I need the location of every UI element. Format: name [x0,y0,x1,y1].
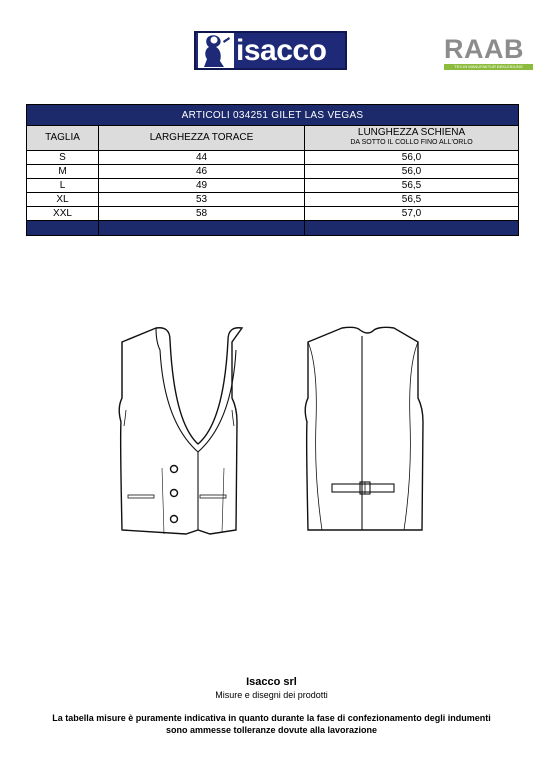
chest-cell: 44 [99,151,305,165]
document-subtitle: Misure e disegni dei prodotti [215,690,328,700]
table-row [27,179,519,193]
header-size: TAGLIA [27,126,99,151]
table-row [27,193,519,207]
disclaimer-line: sono ammesse tolleranze dovute alla lavorazione [165,725,378,735]
table-footer-row [27,221,519,236]
back-cell: 56,5 [305,193,519,207]
size-cell: XXL [27,207,99,221]
size-cell: L [27,179,99,193]
chest-cell: 46 [99,165,305,179]
raab-wordmark: RAAB [444,34,524,64]
table-header-row [27,126,519,151]
raab-tagline: TEX-IN MANUFAKTUR BEKLEIDUNG [444,64,533,70]
header-back-label: LUNGHEZZA SCHIENA [357,127,466,138]
isacco-figure-icon [198,33,234,68]
back-cell: 56,0 [305,151,519,165]
table-row [27,165,519,179]
table-footer-cell [305,221,519,236]
size-cell: M [27,165,99,179]
size-cell: XL [27,193,99,207]
size-table [26,104,519,236]
raab-logo [444,36,533,72]
disclaimer-line: La tabella misure è puramente indicativa in quanto durante la fase di confezionamento degli indumenti [52,713,491,723]
chest-cell: 49 [99,179,305,193]
isacco-wordmark: isacco [236,33,327,67]
back-cell: 56,0 [305,165,519,179]
vest-technical-drawing [112,326,432,538]
back-cell: 56,5 [305,179,519,193]
table-row [27,207,519,221]
isacco-logo [194,31,347,70]
size-cell: S [27,151,99,165]
vest-front-drawing [119,328,242,534]
table-row [27,151,519,165]
vest-back-drawing [305,327,423,530]
table-footer-cell [27,221,99,236]
header-back-note: DA SOTTO IL COLLO FINO ALL'ORLO [350,139,473,146]
back-cell: 57,0 [305,207,519,221]
chest-cell: 53 [99,193,305,207]
company-name: Isacco srl [246,676,297,688]
chest-cell: 58 [99,207,305,221]
header-back [305,126,519,151]
table-footer-cell [99,221,305,236]
disclaimer [30,712,513,736]
table-title-row [27,105,519,126]
table-title: ARTICOLI 034251 GILET LAS VEGAS [27,105,519,126]
header-chest: LARGHEZZA TORACE [99,126,305,151]
